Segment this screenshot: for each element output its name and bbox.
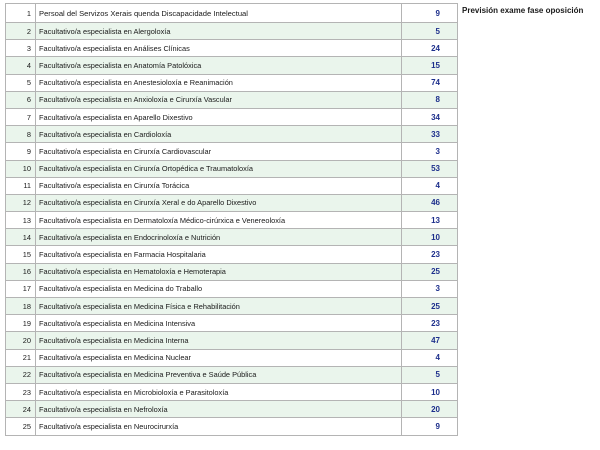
table-row <box>6 298 458 315</box>
category-name: Facultativo/a especialista en Cirurxía Ortopédica e Traumatoloxía <box>36 160 402 177</box>
category-name: Facultativo/a especialista en Medicina do Traballo <box>36 280 402 297</box>
table-row <box>6 74 458 91</box>
category-name: Facultativo/a especialista en Medicina Interna <box>36 332 402 349</box>
category-name: Facultativo/a especialista en Medicina Física e Rehabilitación <box>36 298 402 315</box>
row-number: 24 <box>6 401 36 418</box>
category-name: Facultativo/a especialista en Neurocirurxía <box>36 418 402 435</box>
category-name: Facultativo/a especialista en Alergoloxía <box>36 23 402 40</box>
category-name: Facultativo/a especialista en Medicina Nuclear <box>36 349 402 366</box>
row-number: 22 <box>6 366 36 383</box>
row-number: 18 <box>6 298 36 315</box>
forecast-value: 8 <box>402 91 458 108</box>
row-number: 3 <box>6 40 36 57</box>
table-row <box>6 263 458 280</box>
row-number: 13 <box>6 212 36 229</box>
category-name: Facultativo/a especialista en Anxioloxía e Cirurxía Vascular <box>36 91 402 108</box>
row-number: 10 <box>6 160 36 177</box>
table-row <box>6 23 458 40</box>
category-name: Facultativo/a especialista en Cardioloxía <box>36 126 402 143</box>
forecast-value: 4 <box>402 349 458 366</box>
forecast-value: 10 <box>402 229 458 246</box>
category-name: Facultativo/a especialista en Dermatoloxía Médico-cirúrxica e Venereoloxía <box>36 212 402 229</box>
forecast-value: 15 <box>402 57 458 74</box>
row-number: 5 <box>6 74 36 91</box>
category-name: Facultativo/a especialista en Nefroloxía <box>36 401 402 418</box>
table-row <box>6 280 458 297</box>
table-row <box>6 383 458 400</box>
table-row <box>6 40 458 57</box>
table-row <box>6 418 458 435</box>
row-number: 8 <box>6 126 36 143</box>
table-row <box>6 126 458 143</box>
category-name: Facultativo/a especialista en Cirurxía Xeral e do Aparello Dixestivo <box>36 194 402 211</box>
row-number: 9 <box>6 143 36 160</box>
row-number: 19 <box>6 315 36 332</box>
forecast-value: 20 <box>402 401 458 418</box>
table-row <box>6 332 458 349</box>
category-name: Facultativo/a especialista en Cirurxía Cardiovascular <box>36 143 402 160</box>
row-number: 14 <box>6 229 36 246</box>
forecast-value: 10 <box>402 383 458 400</box>
positions-table <box>5 3 458 436</box>
category-name: Facultativo/a especialista en Hematoloxía e Hemoterapia <box>36 263 402 280</box>
row-number: 25 <box>6 418 36 435</box>
table-row <box>6 57 458 74</box>
forecast-value: 53 <box>402 160 458 177</box>
row-number: 17 <box>6 280 36 297</box>
table-row <box>6 177 458 194</box>
row-number: 20 <box>6 332 36 349</box>
forecast-value: 33 <box>402 126 458 143</box>
forecast-value: 46 <box>402 194 458 211</box>
row-number: 16 <box>6 263 36 280</box>
row-number: 2 <box>6 23 36 40</box>
category-name: Facultativo/a especialista en Análises Clínicas <box>36 40 402 57</box>
row-number: 23 <box>6 383 36 400</box>
category-name: Facultativo/a especialista en Anestesioloxía e Reanimación <box>36 74 402 91</box>
forecast-value: 74 <box>402 74 458 91</box>
row-number: 15 <box>6 246 36 263</box>
forecast-value: 9 <box>402 418 458 435</box>
row-number: 6 <box>6 91 36 108</box>
table-row <box>6 212 458 229</box>
forecast-value: 34 <box>402 108 458 125</box>
forecast-value: 23 <box>402 315 458 332</box>
table-row <box>6 4 458 23</box>
forecast-value: 5 <box>402 23 458 40</box>
row-number: 1 <box>6 4 36 23</box>
row-number: 7 <box>6 108 36 125</box>
forecast-value: 25 <box>402 263 458 280</box>
table-row <box>6 315 458 332</box>
table-row <box>6 246 458 263</box>
row-number: 4 <box>6 57 36 74</box>
table-row <box>6 143 458 160</box>
category-name: Persoal del Servizos Xerais quenda Discapacidade Intelectual <box>36 4 402 23</box>
forecast-value: 47 <box>402 332 458 349</box>
forecast-value: 4 <box>402 177 458 194</box>
category-name: Facultativo/a especialista en Farmacia Hospitalaria <box>36 246 402 263</box>
forecast-value: 3 <box>402 280 458 297</box>
category-name: Facultativo/a especialista en Endocrinoloxía e Nutrición <box>36 229 402 246</box>
category-name: Facultativo/a especialista en Cirurxía Torácica <box>36 177 402 194</box>
table-row <box>6 160 458 177</box>
table-row <box>6 349 458 366</box>
forecast-value: 3 <box>402 143 458 160</box>
table-row <box>6 366 458 383</box>
row-number: 21 <box>6 349 36 366</box>
category-name: Facultativo/a especialista en Microbioloxía e Parasitoloxía <box>36 383 402 400</box>
category-name: Facultativo/a especialista en Anatomía Patolóxica <box>36 57 402 74</box>
category-name: Facultativo/a especialista en Medicina Preventiva e Saúde Pública <box>36 366 402 383</box>
forecast-value: 13 <box>402 212 458 229</box>
forecast-column-header: Previsión exame fase oposición <box>462 6 584 15</box>
forecast-value: 23 <box>402 246 458 263</box>
table-row <box>6 229 458 246</box>
row-number: 12 <box>6 194 36 211</box>
forecast-value: 24 <box>402 40 458 57</box>
category-name: Facultativo/a especialista en Aparello Dixestivo <box>36 108 402 125</box>
table-row <box>6 194 458 211</box>
category-name: Facultativo/a especialista en Medicina Intensiva <box>36 315 402 332</box>
table-row <box>6 91 458 108</box>
row-number: 11 <box>6 177 36 194</box>
table-row <box>6 108 458 125</box>
forecast-value: 5 <box>402 366 458 383</box>
positions-table-body <box>6 4 458 436</box>
forecast-value: 25 <box>402 298 458 315</box>
forecast-value: 9 <box>402 4 458 23</box>
table-row <box>6 401 458 418</box>
